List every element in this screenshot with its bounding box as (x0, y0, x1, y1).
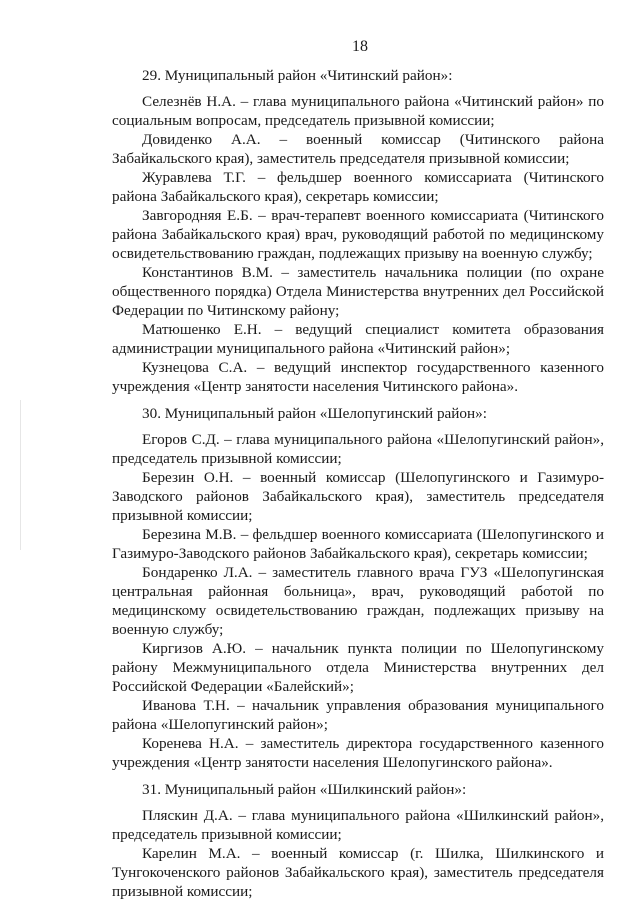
section-shilkinsky (112, 780, 604, 901)
member-entry: Иванова Т.Н. – начальник управления образования муниципального района «Шелопугинский район»; (112, 697, 604, 733)
member-entry: Карелин М.А. – военный комиссар (г. Шилка, Шилкинского и Тунгокоченского районов Забайкальского края), заместитель председателя призывной комиссии; (112, 845, 604, 900)
member-entry: Коренева Н.А. – заместитель директора государственного казенного учреждения «Центр занятости населения Шелопугинского района». (112, 735, 604, 771)
section-chitinsky (112, 66, 604, 396)
member-entry: Кузнецова С.А. – ведущий инспектор государственного казенного учреждения «Центр занятости населения Читинского района». (112, 359, 604, 395)
member-entry: Завгородняя Е.Б. – врач-терапевт военного комиссариата (Читинского района Забайкальского края) врач, руководящий работой по медицинскому освидетельствованию граждан, подлежащих призыву на военную службу; (112, 207, 604, 262)
scan-margin-line (20, 400, 21, 550)
section-heading: 29. Муниципальный район «Читинский район»: (142, 67, 453, 84)
member-entry: Пляскин Д.А. – глава муниципального района «Шилкинский район», председатель призывной комиссии; (112, 807, 604, 843)
member-entry: Селезнёв Н.А. – глава муниципального района «Читинский район» по социальным вопросам, председатель призывной комиссии; (112, 93, 604, 129)
member-entry: Константинов В.М. – заместитель начальника полиции (по охране общественного порядка) Отдела Министерства внутренних дел Российской Федерации по Читинскому району; (112, 264, 604, 319)
page-number: 18 (352, 38, 368, 55)
member-entry: Матюшенко Е.Н. – ведущий специалист комитета образования администрации муниципального района «Читинский район»; (112, 321, 604, 357)
section-shelopuginsky (112, 404, 604, 772)
member-entry: Березина М.В. – фельдшер военного комиссариата (Шелопугинского и Газимуро-Заводского районов Забайкальского края), секретарь комиссии; (112, 526, 604, 562)
member-entry: Березин О.Н. – военный комиссар (Шелопугинского и Газимуро-Заводского районов Забайкальского края), заместитель председателя призывной комиссии; (112, 469, 604, 524)
member-entry: Довиденко А.А. – военный комиссар (Читинского района Забайкальского края), заместитель председателя призывной комиссии; (112, 131, 604, 167)
section-heading: 30. Муниципальный район «Шелопугинский район»: (142, 405, 487, 422)
member-entry: Журавлева Т.Г. – фельдшер военного комиссариата (Читинского района Забайкальского края), секретарь комиссии; (112, 169, 604, 205)
member-entry: Киргизов А.Ю. – начальник пункта полиции по Шелопугинскому району Межмуниципального отдела Министерства внутренних дел Российской Федерации «Балейский»; (112, 640, 604, 695)
section-heading: 31. Муниципальный район «Шилкинский район»: (142, 781, 467, 798)
document-page (112, 38, 604, 901)
member-entry: Егоров С.Д. – глава муниципального района «Шелопугинский район», председатель призывной комиссии; (112, 431, 604, 467)
member-entry: Бондаренко Л.А. – заместитель главного врача ГУЗ «Шелопугинская центральная районная больница», врач, руководящий работой по медицинскому освидетельствованию граждан, подлежащих призыву на военную службу; (112, 564, 604, 638)
